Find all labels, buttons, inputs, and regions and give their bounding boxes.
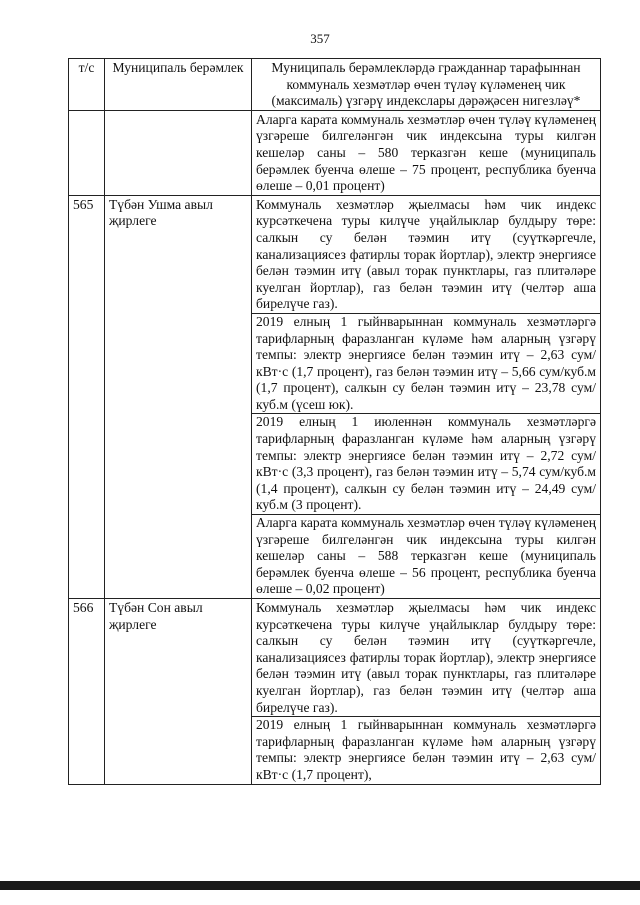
row-description <box>252 110 601 195</box>
description-paragraph: Аларга карата коммуналь хезмәтләр өчен түләү күләменең үзгәреше билгеләнгән чик индексына туры килгән кешеләр саны – 588 терказгән кеше (муниципаль берәмлек буенча өлеше – 56 процент, республика буенча өлеше – 0,02 процент) <box>252 514 600 598</box>
header-description: Муниципаль берәмлекләрдә гражданнар тарафыннан коммуналь хезмәтләр өчен түләү күләменең чик (максималь) үзгәрү индекслары дәрәҗәсен нигезләү* <box>252 59 601 111</box>
description-paragraph: 2019 елның 1 гыйнварыннан коммуналь хезмәтләргә тарифларның фаразланган күләме һәм аларның үзгәрү темпы: электр энергиясе белән тәэмин итү – 2,63 сум/кВт·с (1,7 процент), газ белән тәэмин итү – 5,66 сум/куб.м (1,7 процент), салкын су белән тәэмин итү – 23,78 сум/куб.м (үсеш юк). <box>252 313 600 414</box>
description-paragraph: Аларга карата коммуналь хезмәтләр өчен түләү күләменең үзгәреше билгеләнгән чик индексына туры килгән кешеләр саны – 580 терказгән кеше (муниципаль берәмлек буенча өлеше – 75 процент, республика буенча өлеше – 0,01 процент) <box>256 111 596 194</box>
scan-edge-bar <box>0 881 640 890</box>
row-number: 565 <box>69 195 105 598</box>
table-row <box>69 195 601 598</box>
description-paragraph: 2019 елның 1 гыйнварыннан коммуналь хезмәтләргә тарифларның фаразланган күләме һәм аларның үзгәрү темпы: электр энергиясе белән тәэмин итү – 2,63 сум/кВт·с (1,7 процент), <box>252 716 600 783</box>
row-municipality <box>105 110 252 195</box>
header-number: т/с <box>69 59 105 111</box>
tariff-index-table <box>68 58 601 785</box>
description-paragraph: 2019 елның 1 июленнән коммуналь хезмәтләргә тарифларның фаразланган күләме һәм аларның үзгәрү темпы: электр энергиясе белән тәэмин итү – 2,72 сум/кВт·с (3,3 процент), газ белән тәэмин итү – 5,74 сум/куб.м (1,4 процент), салкын су белән тәэмин итү – 24,49 сум/куб.м (3 процент). <box>252 413 600 514</box>
row-description <box>252 599 601 785</box>
table-body <box>69 110 601 784</box>
description-paragraph: Коммуналь хезмәтләр җыелмасы һәм чик индекс курсәткечена туры килүче уңайлыклар булдыру төре: салкын су белән тәэмин итү (суүткәргечле, канализациясез фатирлы торак йортлар), электр энергиясе белән тәэмин итү (авыл торак пунктлары, газ плитәләре куелган йортлар), газ белән тәэмин итү (челтәр аша бирелүче газ). <box>256 196 596 312</box>
row-number <box>69 110 105 195</box>
page-number: 357 <box>310 31 330 46</box>
row-municipality: Түбән Ушма авыл җирлеге <box>105 195 252 598</box>
row-description <box>252 195 601 598</box>
table-header-row <box>69 59 601 111</box>
row-number: 566 <box>69 599 105 785</box>
table-row <box>69 110 601 195</box>
header-municipality: Муниципаль берәмлек <box>105 59 252 111</box>
row-municipality: Түбән Сон авыл җирлеге <box>105 599 252 785</box>
table-row <box>69 599 601 785</box>
description-paragraph: Коммуналь хезмәтләр җыелмасы һәм чик индекс курсәткечена туры килүче уңайлыклар булдыру төре: салкын су белән тәэмин итү (суүткәргечле, канализациясез фатирлы торак йортлар), электр энергиясе белән тәэмин итү (авыл торак пунктлары, газ плитәләре куелган йортлар), газ белән тәэмин итү (челтәр аша бирелүче газ). <box>256 600 596 715</box>
